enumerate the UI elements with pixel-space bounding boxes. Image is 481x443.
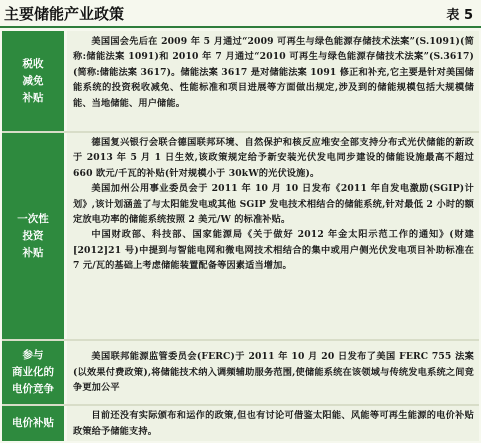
policy-paragraph: 美国加州公用事业委员会于 2011 年 10 月 10 日发布《2011 年自发电激励(SGIP)计划》,该计划涵盖了与太阳能发电或其他 SGIP 发电技术相结合的储能系统,针对最低 2 小时的额定放电功率的储能系统按照 2 美元/W 的标准补贴。 — [73, 183, 474, 226]
row-content-price-competition — [67, 341, 479, 404]
row-label-tax-reduction — [2, 31, 64, 131]
policy-paragraph: 目前还没有实际颁布和运作的政策,但也有讨论可借鉴太阳能、风能等可再生能源的电价补贴政策给予储能支持。 — [73, 410, 474, 437]
table-row-tariff-subsidy — [2, 406, 479, 441]
row-label-text: 一次性 投资 补贴 — [17, 212, 49, 259]
table-row-price-competition — [2, 341, 479, 406]
row-label-tariff-subsidy — [2, 406, 64, 441]
row-content-tariff-subsidy — [67, 406, 479, 441]
row-label-text: 税收 减免 补贴 — [22, 57, 44, 104]
row-label-text: 参与 商业化的 电价竞争 — [12, 349, 54, 395]
table-number: 表 5 — [446, 7, 473, 23]
table-title: 主要储能产业政策 — [4, 4, 125, 23]
row-content-tax-reduction — [67, 31, 479, 131]
row-label-price-competition — [2, 341, 64, 404]
policy-paragraph: 中国财政部、科技部、国家能源局《关于做好 2012 年金太阳示范工作的通知》(财建[2012]21 号)中提到与智能电网和微电网技术相结合的集中或用户侧光伏发电项目补助标准在 7 元/瓦的基础上考虑储能装置配备等因素适当增加。 — [73, 229, 474, 272]
row-label-text: 电价补贴 — [12, 417, 54, 429]
policy-table — [2, 31, 479, 441]
policy-paragraph: 德国复兴银行会联合德国联邦环境、自然保护和核反应堆安全部支持分布式光伏储能的新政于 2013 年 5 月 1 日生效,该政策规定给予新安装光伏发电同步建设的储能设施最高不超过 660 欧元/千瓦的补贴(针对规模小于 30kW的光伏设施)。 — [73, 137, 474, 179]
table-header — [0, 0, 481, 28]
row-label-investment-subsidy — [2, 133, 64, 339]
table-row-investment-subsidy — [2, 133, 479, 341]
row-content-investment-subsidy — [67, 133, 479, 339]
policy-paragraph: 美国国会先后在 2009 年 5 月通过“2009 可再生与绿色能源存储技术法案”(S.1091)(简称:储能法案 1091)和 2010 年 7 月通过“2010 可再生与绿色能源存储技术法案”(S.3617)(简称:储能法案 3617)。储能法案 3617 是对储能法案 1091 修正和补充,它主要是针对美国储能系统的投资税收减免、性能标准和项目进展等方面做出规定,涉及到的储能规模包括大规模储能、当地储能、用户储能。 — [73, 36, 474, 109]
policy-paragraph: 美国联邦能源监管委员会(FERC)于 2011 年 10 月 20 日发布了美国 FERC 755 法案(以效果付费政策),将储能技术纳入调频辅助服务范围,使储能系统在该领域与传统发电系统之间竞争更加公平 — [73, 351, 474, 394]
table-row-tax-reduction — [2, 31, 479, 133]
